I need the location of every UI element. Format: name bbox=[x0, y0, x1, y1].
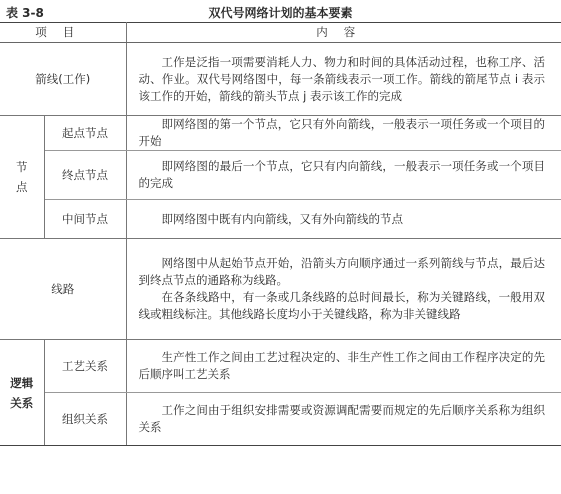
table-row bbox=[0, 340, 561, 393]
middle-node-label: 中间节点 bbox=[44, 200, 126, 239]
header-row bbox=[0, 23, 561, 43]
table-row bbox=[0, 43, 561, 116]
process-relation-label: 工艺关系 bbox=[44, 340, 126, 393]
end-node-content: 即网络图的最后一个节点，它只有内向箭线，一般表示一项任务或一个项目的完成 bbox=[126, 151, 561, 200]
arrow-label: 箭线(工作) bbox=[0, 43, 126, 116]
end-node-label: 终点节点 bbox=[44, 151, 126, 200]
process-relation-content: 生产性工作之间由工艺过程决定的、非生产性工作之间由工作程序决定的先后顺序叫工艺关系 bbox=[126, 340, 561, 393]
header-item: 项目 bbox=[0, 23, 126, 43]
start-node-label: 起点节点 bbox=[44, 116, 126, 151]
logic-group-label: 逻辑 关系 bbox=[0, 340, 44, 446]
organization-relation-label: 组织关系 bbox=[44, 393, 126, 446]
node-group-label: 节 点 bbox=[0, 116, 44, 239]
elements-table bbox=[0, 22, 561, 446]
header-content: 内容 bbox=[126, 23, 561, 43]
table-row bbox=[0, 151, 561, 200]
table-number: 表 3-8 bbox=[6, 6, 44, 20]
table-title: 双代号网络计划的基本要素 bbox=[208, 6, 353, 20]
organization-relation-content: 工作之间由于组织安排需要或资源调配需要而规定的先后顺序关系称为组织关系 bbox=[126, 393, 561, 446]
table-row bbox=[0, 116, 561, 151]
arrow-content: 工作是泛指一项需要消耗人力、物力和时间的具体活动过程，也称工序、活动、作业。双代号网络图中，每一条箭线表示一项工作。箭线的箭尾节点 i 表示该工作的开始，箭线的箭头节点 j 表示该工作的完成 bbox=[126, 43, 561, 116]
table-row bbox=[0, 239, 561, 340]
middle-node-content: 即网络图中既有内向箭线，又有外向箭线的节点 bbox=[126, 200, 561, 239]
table-caption bbox=[0, 3, 561, 21]
table-row bbox=[0, 200, 561, 239]
start-node-content: 即网络图的第一个节点，它只有外向箭线，一般表示一项任务或一个项目的开始 bbox=[126, 116, 561, 151]
route-label: 线路 bbox=[0, 239, 126, 340]
table-row bbox=[0, 393, 561, 446]
route-content: 网络图中从起始节点开始，沿箭头方向顺序通过一系列箭线与节点，最后达到终点节点的通路称为线路。 在各条线路中，有一条或几条线路的总时间最长，称为关键路线，一般用双线或粗线标注。其他线路长度均小于关键线路，称为非关键线路 bbox=[126, 239, 561, 340]
